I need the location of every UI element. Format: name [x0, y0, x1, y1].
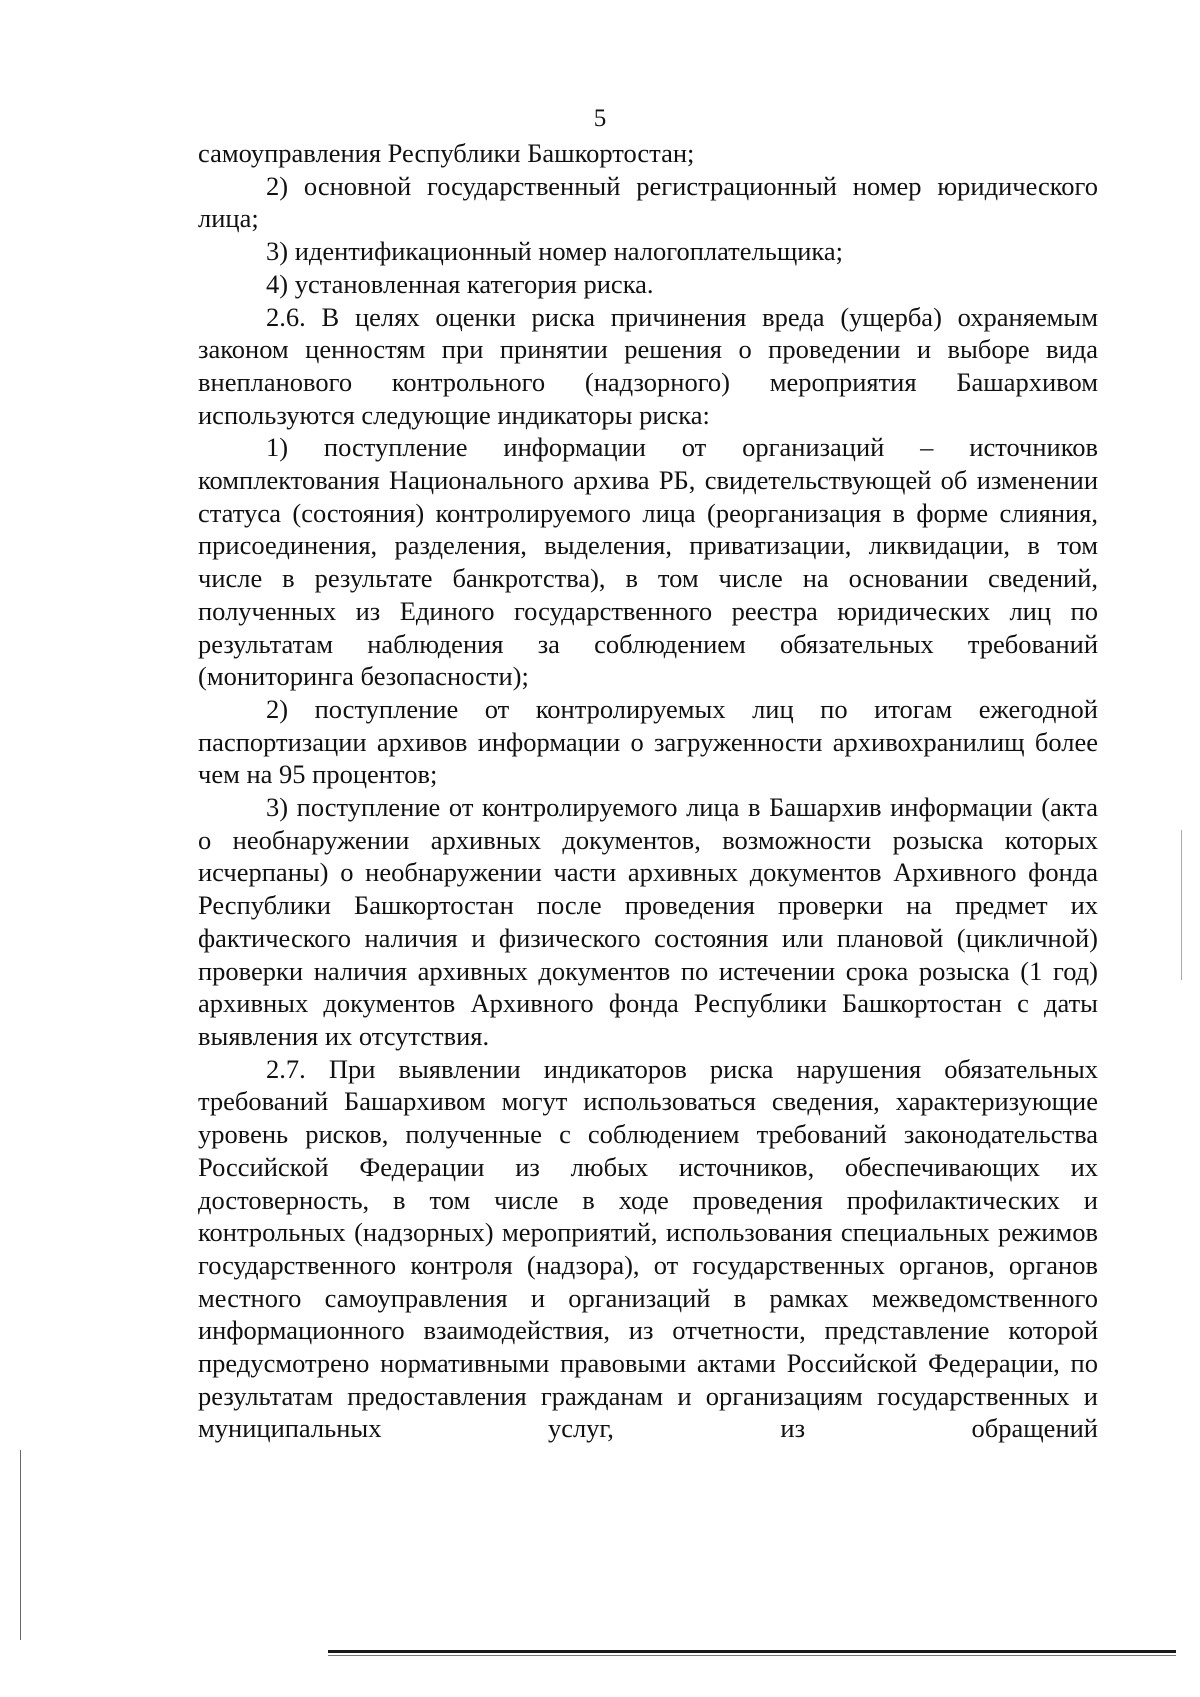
paragraph-section-2-7: 2.7. При выявлении индикаторов риска нарушения обязательных требований Башархивом могут использоваться сведения, характеризующие уровень рисков, полученные с соблюдением требований законодательства Российской Федерации из любых источников, обеспечивающих их достоверность, в том числе в ходе проведения профилактических и контрольных (надзорных) мероприятий, использования специальных режимов государственного контроля (надзора), от государственных органов, органов местного самоуправления и организаций в рамках межведомственного информационного взаимодействия, из отчетности, представление которой предусмотрено нормативными правовыми актами Российской Федерации, по результатам предоставления гражданам и организациям государственных и муниципальных услуг, из обращений: [198, 1053, 1098, 1444]
scan-bottom-edge: [328, 1650, 1176, 1653]
paragraph-continuation: самоуправления Республики Башкортостан;: [198, 138, 695, 168]
paragraph-item-inn: 3) идентификационный номер налогоплательщика;: [266, 236, 844, 267]
scan-bottom-edge-shadow: [328, 1655, 1176, 1656]
page-number: 5: [593, 105, 607, 132]
paragraph-indicator-3: 3) поступление от контролируемого лица в Башархив информации (акта о необнаружении архивных документов, возможности розыска которых исчерпаны) о необнаружении части архивных документов Архивного фонда Республики Башкортостан после проведения проверки на предмет их фактического наличия и физического состояния или плановой (цикличной) проверки наличия архивных документов по истечении срока розыска (1 год) архивных документов Архивного фонда Республики Башкортостан с даты выявления их отсутствия.: [198, 792, 1098, 1051]
scan-margin-mark: [20, 1450, 21, 1640]
paragraph-item-risk-category: 4) установленная категория риска.: [266, 268, 654, 299]
scan-margin-mark: [1181, 830, 1182, 980]
document-body: [198, 137, 1098, 1445]
paragraph-item-ogrn: 2) основной государственный регистрационный номер юридического лица;: [198, 170, 1098, 234]
paragraph-indicator-2: 2) поступление от контролируемых лиц по итогам ежегодной паспортизации архивов информации о загруженности архивохранилищ более чем на 95 процентов;: [198, 693, 1098, 790]
paragraph-section-2-6: 2.6. В целях оценки риска причинения вреда (ущерба) охраняемым законом ценностям при принятии решения о проведении и выборе вида внепланового контрольного (надзорного) мероприятия Башархивом используются следующие индикаторы риска:: [198, 301, 1098, 430]
paragraph-indicator-1: 1) поступление информации от организаций – источников комплектования Национального архива РБ, свидетельствующей об изменении статуса (состояния) контролируемого лица (реорганизация в форме слияния, присоединения, разделения, выделения, приватизации, ликвидации, в том числе в результате банкротства), в том числе на основании сведений, полученных из Единого государственного реестра юридических лиц по результатам наблюдения за соблюдением обязательных требований (мониторинга безопасности);: [198, 432, 1098, 692]
